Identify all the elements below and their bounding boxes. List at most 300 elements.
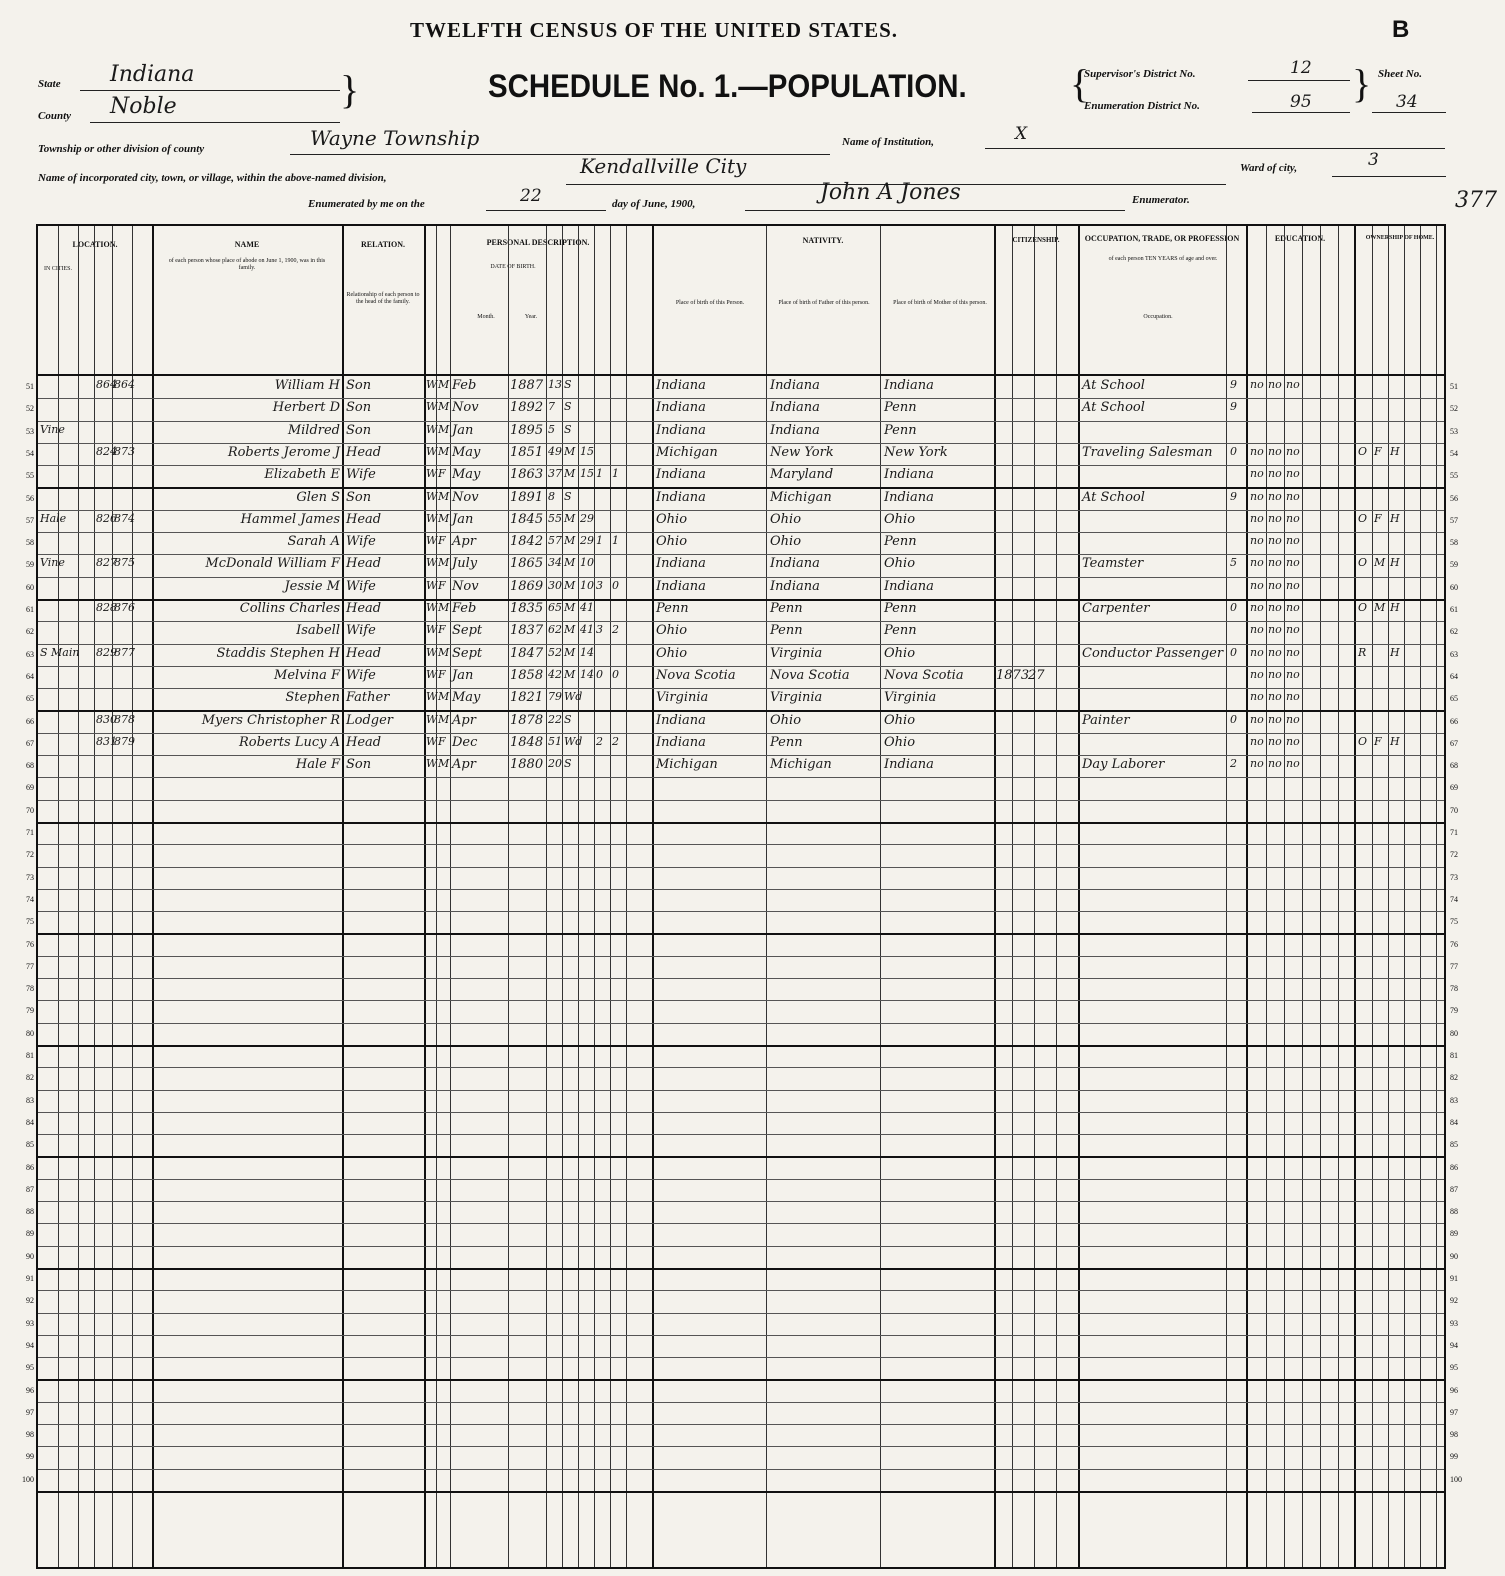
row-number-left: 65 <box>26 694 34 704</box>
row-number-right: 85 <box>1450 1140 1458 1150</box>
cell-occ: Traveling Salesman <box>1082 444 1213 460</box>
cell-fam: 875 <box>114 556 135 570</box>
col-occupation: OCCUPATION, TRADE, OR PROFESSION <box>1084 234 1240 243</box>
cell-rel: Son <box>346 400 372 416</box>
cell-month: Feb <box>452 378 477 393</box>
cell-rel: Head <box>346 645 382 661</box>
cell-yrs: 15 <box>580 444 594 458</box>
cell-name: Elizabeth E <box>264 467 340 483</box>
cell-sex: F <box>438 623 446 637</box>
cell-free: F <box>1374 511 1382 525</box>
row-number-left: 83 <box>26 1095 34 1105</box>
col-nativity: NATIVITY. <box>802 236 844 245</box>
cell-age: 7 <box>548 400 555 414</box>
cell-year: 1863 <box>510 467 544 483</box>
cell-dwell: 830 <box>96 712 117 726</box>
row-number-left: 53 <box>26 426 34 436</box>
row-number-left: 82 <box>26 1073 34 1083</box>
cell-mp: Penn <box>884 422 917 438</box>
cell-month: Feb <box>452 601 477 616</box>
table-row <box>38 1201 1444 1224</box>
cell-occ: Day Laborer <box>1082 757 1165 773</box>
enum-label: Enumerated by me on the <box>308 198 425 210</box>
cell-fp: Nova Scotia <box>770 667 850 683</box>
row-number-left: 57 <box>26 515 34 525</box>
table-row <box>38 1246 1444 1270</box>
cell-year: 1835 <box>510 601 544 616</box>
cell-fp: Indiana <box>770 578 820 594</box>
cell-mar: M <box>564 645 576 659</box>
cell-write: no <box>1268 534 1282 548</box>
cell-age: 51 <box>548 734 562 748</box>
cell-sex: F <box>438 667 446 681</box>
col-nat-mother: Place of birth of Mother of this person. <box>893 300 987 306</box>
cell-mar: S <box>564 378 572 391</box>
table-row <box>38 867 1444 890</box>
cell-imm: 1873 <box>996 667 1030 683</box>
cell-sch: 9 <box>1230 378 1237 391</box>
cell-read: no <box>1250 601 1264 614</box>
cell-farm: H <box>1390 734 1400 748</box>
col-occupation-sub: of each person TEN YEARS of age and over. <box>1108 256 1218 262</box>
cell-mp: Virginia <box>884 690 937 706</box>
cell-occ: At School <box>1082 400 1145 416</box>
cell-eng: no <box>1286 511 1300 525</box>
state-label: State <box>38 78 61 90</box>
cell-month: May <box>452 467 481 483</box>
enumerator-label: Enumerator. <box>1132 194 1190 206</box>
institution-label: Name of Institution, <box>842 136 934 148</box>
cell-color: W <box>426 489 438 503</box>
cell-sch: 0 <box>1230 712 1237 726</box>
cell-fp: Penn <box>770 601 803 616</box>
cell-color: W <box>426 757 438 771</box>
row-number-left: 94 <box>26 1340 34 1350</box>
cell-fp: Michigan <box>770 489 832 505</box>
col-nat-father: Place of birth of Father of this person. <box>778 300 870 306</box>
cell-farm: H <box>1390 511 1400 525</box>
cell-age: 37 <box>548 467 562 481</box>
table-row <box>38 1402 1444 1425</box>
ward-value: 3 <box>1368 150 1379 170</box>
cell-sch: 5 <box>1230 556 1237 570</box>
row-number-right: 94 <box>1450 1340 1458 1350</box>
cell-year: 1880 <box>510 757 544 773</box>
cell-age: 13 <box>548 378 562 391</box>
cell-month: Apr <box>452 757 476 773</box>
cell-mp: Indiana <box>884 467 934 483</box>
row-number-right: 65 <box>1450 694 1458 704</box>
cell-year: 1821 <box>510 690 544 706</box>
table-row <box>38 911 1444 935</box>
cell-own: O <box>1358 511 1368 525</box>
cell-rel: Son <box>346 422 372 438</box>
cell-age: 62 <box>548 623 562 637</box>
table-row <box>38 1268 1444 1291</box>
cell-sex: M <box>438 511 450 525</box>
cell-month: Sept <box>452 623 483 639</box>
col-relation: RELATION. <box>360 240 406 249</box>
cell-eng: no <box>1286 444 1300 458</box>
cell-fp: Indiana <box>770 378 820 393</box>
cell-write: no <box>1268 712 1282 726</box>
cell-mar: S <box>564 489 572 503</box>
row-number-left: 95 <box>26 1363 34 1373</box>
row-number-left: 67 <box>26 738 34 748</box>
cell-rel: Wife <box>346 534 376 550</box>
cell-color: W <box>426 623 438 637</box>
cell-fp: Indiana <box>770 400 820 416</box>
cell-eng: no <box>1286 757 1300 771</box>
row-number-right: 98 <box>1450 1430 1458 1440</box>
cell-mp: Ohio <box>884 734 916 750</box>
cell-fp: New York <box>770 444 834 460</box>
cell-occ: Teamster <box>1082 556 1144 572</box>
cell-color: W <box>426 645 438 659</box>
cell-name: Hale F <box>295 757 340 773</box>
row-number-right: 76 <box>1450 939 1458 949</box>
cell-sex: M <box>438 489 450 503</box>
table-row <box>38 1357 1444 1381</box>
row-number-right: 78 <box>1450 984 1458 994</box>
cell-mar: S <box>564 712 572 726</box>
cell-rel: Head <box>346 734 382 750</box>
cell-read: no <box>1250 667 1264 681</box>
row-number-right: 75 <box>1450 917 1458 927</box>
row-number-left: 74 <box>26 894 34 904</box>
cell-sex: M <box>438 444 450 458</box>
table-row <box>38 889 1444 912</box>
cell-occ: Painter <box>1082 712 1130 728</box>
cell-bp: Indiana <box>656 556 706 572</box>
institution-line <box>985 130 1445 149</box>
cell-write: no <box>1268 489 1282 503</box>
cell-street: Vine <box>40 556 65 570</box>
row-number-left: 62 <box>26 627 34 637</box>
cell-mar: M <box>564 601 576 614</box>
cell-mp: New York <box>884 444 948 460</box>
cell-occ: At School <box>1082 378 1145 393</box>
cell-read: no <box>1250 467 1264 481</box>
city-value: Kendallville City <box>580 154 747 178</box>
cell-mp: Penn <box>884 623 917 639</box>
cell-mo: 2 <box>596 734 603 748</box>
cell-fp: Virginia <box>770 690 823 706</box>
cell-eng: no <box>1286 578 1300 592</box>
cell-read: no <box>1250 645 1264 659</box>
enum-district-label: Enumeration District No. <box>1084 100 1200 112</box>
row-number-left: 72 <box>26 850 34 860</box>
row-number-left: 92 <box>26 1296 34 1306</box>
cell-write: no <box>1268 556 1282 570</box>
cell-age: 8 <box>548 489 555 503</box>
row-number-left: 52 <box>26 404 34 414</box>
cell-year: 1878 <box>510 712 544 728</box>
cell-mar: Wd <box>564 734 583 748</box>
cell-color: W <box>426 378 438 391</box>
cell-fam: 877 <box>114 645 135 659</box>
brace-open: { <box>1070 61 1090 106</box>
cell-fp: Penn <box>770 734 803 750</box>
table-row <box>38 1112 1444 1135</box>
cell-bp: Nova Scotia <box>656 667 736 683</box>
cell-rel: Wife <box>346 623 376 639</box>
row-number-right: 71 <box>1450 828 1458 837</box>
cell-month: Nov <box>452 489 479 505</box>
table-row <box>38 1313 1444 1336</box>
cell-read: no <box>1250 712 1264 726</box>
cell-yrs: 15 <box>580 467 594 481</box>
cell-read: no <box>1250 444 1264 458</box>
cell-color: W <box>426 712 438 726</box>
sup-district-value: 12 <box>1290 58 1312 78</box>
cell-write: no <box>1268 378 1282 391</box>
table-row <box>38 1469 1444 1493</box>
cell-mp: Indiana <box>884 378 934 393</box>
row-number-left: 84 <box>26 1117 34 1127</box>
cell-own: O <box>1358 556 1368 570</box>
cell-name: Mildred <box>287 422 340 438</box>
row-number-right: 55 <box>1450 471 1458 481</box>
row-number-left: 64 <box>26 671 34 681</box>
cell-month: Jan <box>452 511 474 527</box>
cell-eng: no <box>1286 556 1300 570</box>
cell-rel: Head <box>346 511 382 527</box>
col-ownership: OWNERSHIP OF HOME. <box>1365 235 1435 241</box>
cell-rel: Son <box>346 489 372 505</box>
state-value: Indiana <box>110 62 195 87</box>
cell-yrs: 41 <box>580 623 594 637</box>
cell-month: Dec <box>452 734 478 750</box>
sheet-label: Sheet No. <box>1378 68 1422 80</box>
cell-eng: no <box>1286 489 1300 503</box>
enumerator-value: John A Jones <box>820 180 961 205</box>
col-nat-person: Place of birth of this Person. <box>675 300 745 306</box>
row-number-left: 54 <box>26 448 34 458</box>
cell-name: Staddis Stephen H <box>216 645 340 661</box>
row-number-right: 61 <box>1450 605 1458 614</box>
cell-sex: M <box>438 690 450 704</box>
cell-year: 1837 <box>510 623 544 639</box>
cell-read: no <box>1250 534 1264 548</box>
cell-write: no <box>1268 690 1282 704</box>
row-number-right: 89 <box>1450 1229 1458 1239</box>
cell-year: 1842 <box>510 534 544 550</box>
cell-age: 34 <box>548 556 562 570</box>
row-number-left: 98 <box>26 1430 34 1440</box>
cell-write: no <box>1268 578 1282 592</box>
sheet-value: 34 <box>1396 92 1418 112</box>
table-row <box>38 1157 1444 1180</box>
row-number-left: 87 <box>26 1184 34 1194</box>
cell-farm: H <box>1390 444 1400 458</box>
cell-write: no <box>1268 511 1282 525</box>
cell-sch: 0 <box>1230 601 1237 614</box>
cell-age: 52 <box>548 645 562 659</box>
cell-bp: Indiana <box>656 578 706 594</box>
cell-read: no <box>1250 489 1264 503</box>
row-number-right: 100 <box>1450 1474 1462 1484</box>
cell-fp: Ohio <box>770 712 802 728</box>
cell-rel: Wife <box>346 467 376 483</box>
cell-name: Myers Christopher R <box>201 712 340 728</box>
cell-free: M <box>1374 601 1386 614</box>
cell-write: no <box>1268 645 1282 659</box>
cell-bp: Indiana <box>656 489 706 505</box>
row-number-left: 96 <box>26 1385 34 1395</box>
cell-sch: 0 <box>1230 444 1237 458</box>
cell-name: Roberts Lucy A <box>238 734 340 750</box>
row-number-right: 84 <box>1450 1117 1458 1127</box>
table-row <box>38 1067 1444 1090</box>
cell-sex: F <box>438 578 446 592</box>
county-label: County <box>38 110 72 122</box>
cell-rel: Son <box>346 378 372 393</box>
cell-year: 1895 <box>510 422 544 438</box>
cell-free: F <box>1374 734 1382 748</box>
cell-name: Sarah A <box>287 534 340 550</box>
cell-year: 1848 <box>510 734 544 750</box>
cell-read: no <box>1250 734 1264 748</box>
cell-ch: 0 <box>612 578 619 592</box>
cell-rel: Lodger <box>346 712 394 728</box>
cell-bp: Virginia <box>656 690 709 706</box>
cell-bp: Indiana <box>656 422 706 438</box>
cell-age: 79 <box>548 690 562 704</box>
cell-color: W <box>426 556 438 570</box>
cell-mar: S <box>564 422 572 436</box>
row-number-left: 68 <box>26 761 34 771</box>
cell-rel: Son <box>346 757 372 773</box>
cell-rel: Wife <box>346 578 376 594</box>
row-number-right: 58 <box>1450 538 1458 548</box>
row-number-left: 86 <box>26 1162 34 1172</box>
cell-us: 27 <box>1028 667 1045 683</box>
cell-age: 42 <box>548 667 562 681</box>
table-row <box>38 844 1444 867</box>
cell-name: Stephen <box>285 690 340 706</box>
cell-name: Melvina F <box>274 667 340 683</box>
township-label: Township or other division of county <box>38 143 205 155</box>
cell-sex: M <box>438 400 450 414</box>
row-number-right: 63 <box>1450 649 1458 659</box>
cell-fam: 876 <box>114 601 135 614</box>
row-number-left: 90 <box>26 1251 34 1261</box>
cell-sex: M <box>438 645 450 659</box>
cell-own: O <box>1358 601 1368 614</box>
cell-year: 1887 <box>510 378 544 393</box>
cell-mar: M <box>564 467 576 481</box>
cell-name: Glen S <box>296 489 340 505</box>
cell-occ: Carpenter <box>1082 601 1150 616</box>
cell-read: no <box>1250 556 1264 570</box>
cell-mo: 1 <box>596 467 603 481</box>
cell-mar: M <box>564 667 576 681</box>
cell-dwell: 831 <box>96 734 117 748</box>
cell-age: 49 <box>548 444 562 458</box>
cell-sex: M <box>438 601 450 614</box>
cell-mar: M <box>564 623 576 637</box>
cell-month: Nov <box>452 578 479 594</box>
cell-occ: At School <box>1082 489 1145 505</box>
cell-year: 1891 <box>510 489 544 505</box>
cell-mar: Wd <box>564 690 583 704</box>
cell-color: W <box>426 734 438 748</box>
col-year: Year. <box>524 314 538 320</box>
cell-fp: Virginia <box>770 645 823 661</box>
cell-ch: 0 <box>612 667 619 681</box>
row-number-left: 77 <box>26 961 34 971</box>
cell-sex: M <box>438 712 450 726</box>
row-number-right: 68 <box>1450 761 1458 771</box>
cell-street: Vine <box>40 422 65 436</box>
cell-name: McDonald William F <box>205 556 340 572</box>
cell-dwell: 864 <box>96 378 117 391</box>
cell-eng: no <box>1286 467 1300 481</box>
cell-write: no <box>1268 444 1282 458</box>
row-number-right: 96 <box>1450 1385 1458 1395</box>
brace-close: } <box>1352 61 1372 106</box>
enum-district-value: 95 <box>1290 92 1312 112</box>
cell-mo: 3 <box>596 623 603 637</box>
row-number-left: 91 <box>26 1274 34 1283</box>
cell-sex: M <box>438 757 450 771</box>
cell-free: M <box>1374 556 1386 570</box>
cell-name: William H <box>274 378 340 393</box>
census-title: TWELFTH CENSUS OF THE UNITED STATES. <box>410 18 899 42</box>
cell-write: no <box>1268 667 1282 681</box>
row-number-right: 90 <box>1450 1251 1458 1261</box>
cell-street: Hale <box>40 511 67 525</box>
col-month: Month. <box>477 314 495 320</box>
cell-yrs: 29 <box>580 511 594 525</box>
cell-write: no <box>1268 734 1282 748</box>
cell-bp: Ohio <box>656 645 688 661</box>
cell-yrs: 14 <box>580 667 594 681</box>
cell-ch: 2 <box>612 734 619 748</box>
row-number-right: 97 <box>1450 1407 1458 1417</box>
col-relation-sub: Relationship of each person to the head of the family. <box>346 292 420 305</box>
cell-yrs: 14 <box>580 645 594 659</box>
cell-yrs: 41 <box>580 601 594 614</box>
cell-ch: 1 <box>612 534 619 548</box>
cell-eng: no <box>1286 378 1300 391</box>
cell-name: Jessie M <box>284 578 340 594</box>
row-number-right: 77 <box>1450 961 1458 971</box>
cell-color: W <box>426 667 438 681</box>
col-personal: PERSONAL DESCRIPTION. <box>486 238 590 247</box>
cell-bp: Ohio <box>656 511 688 527</box>
cell-sex: F <box>438 467 446 481</box>
cell-dwell: 826 <box>96 511 117 525</box>
cell-age: 20 <box>548 757 562 771</box>
cell-bp: Ohio <box>656 534 688 550</box>
cell-mar: M <box>564 578 576 592</box>
cell-bp: Indiana <box>656 467 706 483</box>
row-number-left: 99 <box>26 1452 34 1462</box>
cell-color: W <box>426 467 438 481</box>
table-row <box>38 1335 1444 1358</box>
cell-fam: 879 <box>114 734 135 748</box>
table-row <box>38 1090 1444 1113</box>
cell-bp: Michigan <box>656 444 718 460</box>
cell-month: May <box>452 444 481 460</box>
cell-bp: Indiana <box>656 400 706 416</box>
cell-age: 30 <box>548 578 562 592</box>
cell-yrs: 10 <box>580 578 594 592</box>
cell-eng: no <box>1286 690 1300 704</box>
cell-age: 5 <box>548 422 555 436</box>
